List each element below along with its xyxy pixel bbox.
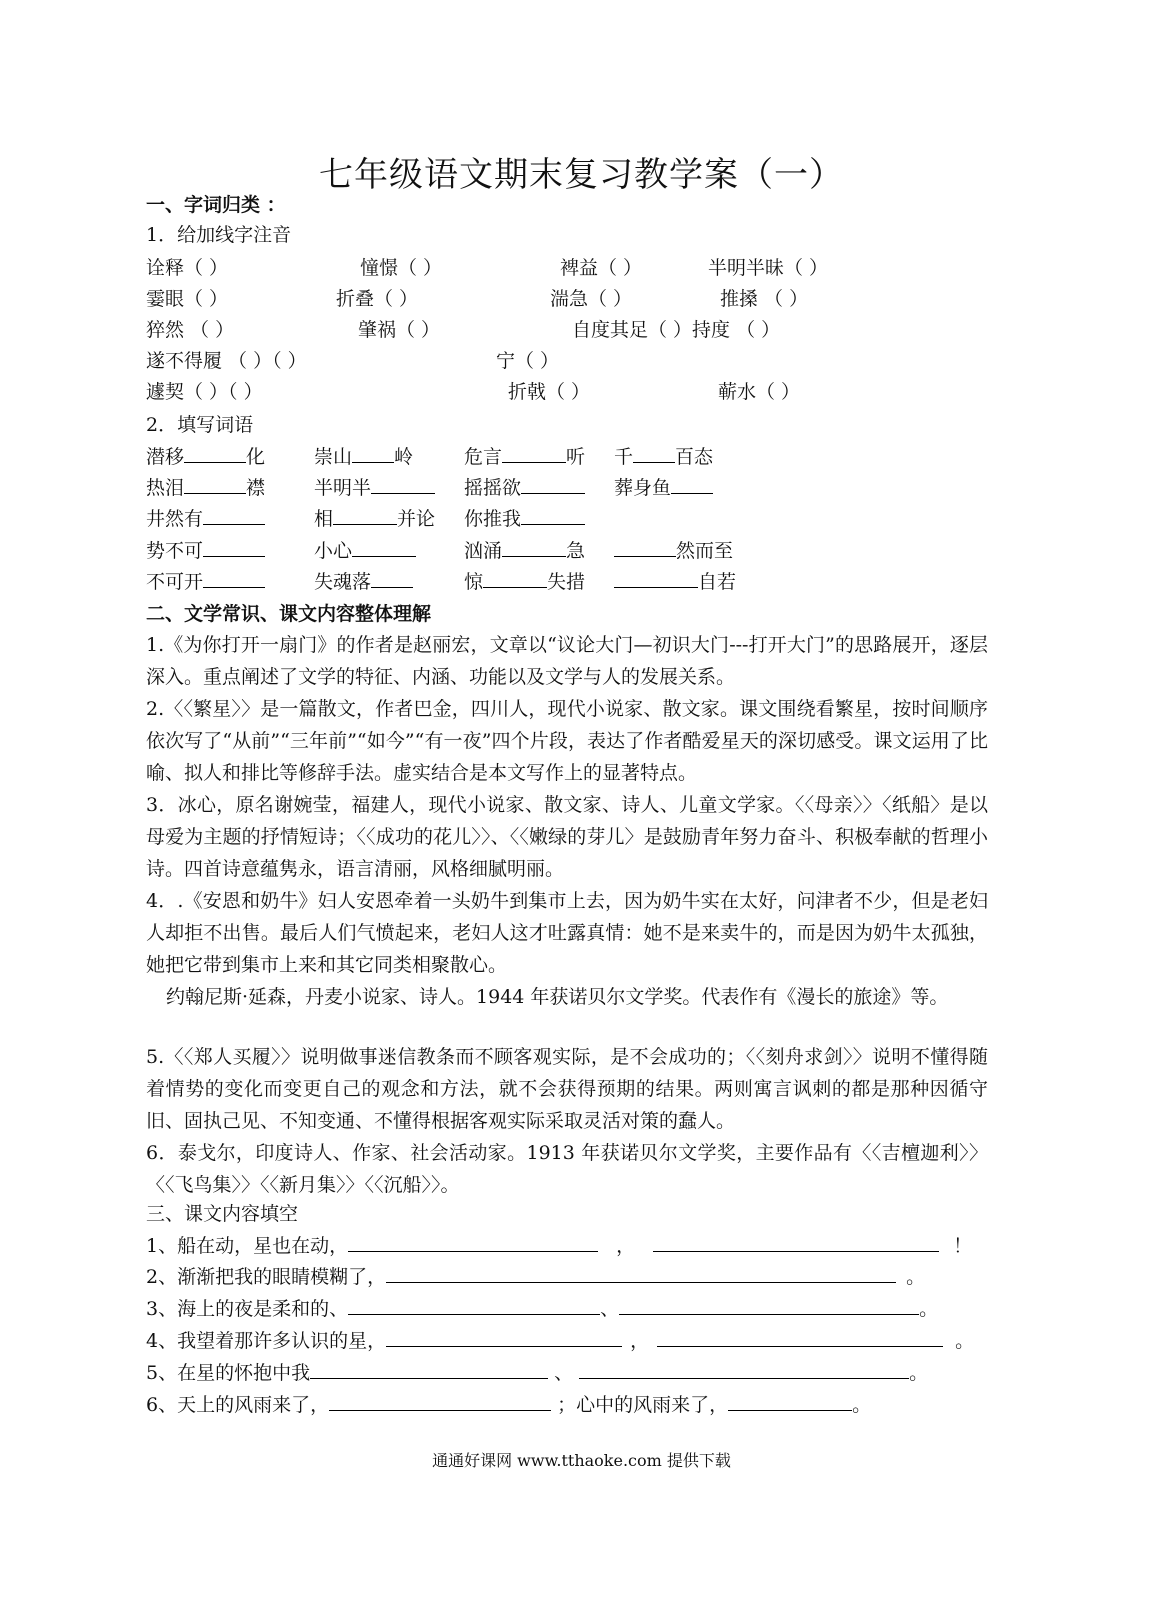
fill-item: 不可开 [146,570,265,594]
knowledge-paragraph-5: 约翰尼斯·延森，丹麦小说家、诗人。1944 年获诺贝尔文学奖。代表作有《漫长的旅途》等。 [166,986,949,1008]
q2-label: 2．填写词语 [146,414,254,436]
fill-item: 摇摇欲 [464,476,585,500]
pinyin-item: 肇祸（ ） [358,319,441,341]
pinyin-item: 裨益（ ） [560,257,643,279]
knowledge-paragraph-7: 6．泰戈尔，印度诗人、作家、社会活动家。1913 年获诺贝尔文学奖，主要作品有〈〈吉檀迦利〉〉〈〈飞鸟集〉〉〈〈新月集〉〉〈〈沉船〉〉。 [146,1142,988,1196]
fill-sentence-4: 4、我望着那许多认识的星， ， 。 [146,1330,975,1352]
fill-item: 千 百态 [614,446,714,468]
pinyin-item: 猝然 （ ） [146,319,235,341]
section2-heading: 二、文学常识、课文内容整体理解 [146,603,432,625]
fill-sentence-5: 5、在星的怀抱中我 、 。 [146,1362,929,1384]
knowledge-paragraph-3: 3．冰心，原名谢婉莹，福建人，现代小说家、散文家、诗人、儿童文学家。〈〈母亲〉〉〈纸船〉是以母爱为主题的抒情短诗；〈〈成功的花儿〉〉、〈〈嫩绿的芽儿〉是鼓励青年努力奋斗、积极奉献的哲理小诗。四首诗意蕴隽永，语言清丽，风格细腻明丽。 [146,794,988,880]
fill-sentence-1: 1、船在动，星也在动， ， ！ [146,1235,973,1257]
fill-item: 相 并论 [314,508,436,530]
fill-item: 汹涌 急 [464,540,586,562]
fill-sentence-2: 2、渐渐把我的眼睛模糊了， 。 [146,1266,926,1288]
pinyin-item: 霎眼（ ） [146,288,229,310]
fill-item: 葬身鱼 [614,476,713,500]
knowledge-paragraph-6: 5.〈〈郑人买履〉〉说明做事迷信教条而不顾客观实际，是不会成功的；〈〈刻舟求剑〉〉说明不懂得随着情势的变化而变更自己的观念和方法，就不会获得预期的结果。两则寓言讽刺的都是那种因循守旧、固执己见、不知变通、不懂得根据客观实际采取灵活对策的蠢人。 [146,1046,988,1132]
q1-label: 1．给加线字注音 [146,224,292,246]
fill-item: 失魂落 [314,570,413,594]
fill-item: 热泪 襟 [146,477,266,499]
knowledge-paragraph-2: 2.〈〈繁星〉〉是一篇散文，作者巴金，四川人，现代小说家、散文家。课文围绕看繁星，按时间顺序依次写了“从前”“三年前”“如今”“有一夜”四个片段，表达了作者酷爱星天的深切感受。课文运用了比喻、拟人和排比等修辞手法。虚实结合是本文写作上的显著特点。 [146,698,988,784]
knowledge-paragraph-1: 1.《为你打开一扇门》的作者是赵丽宏，文章以“议论大门—初识大门---打开大门”的思路展开，逐层深入。重点阐述了文学的特征、内涵、功能以及文学与人的发展关系。 [146,634,988,688]
section1-heading: 一、字词归类 ： [146,194,286,216]
fill-sentence-6: 6、天上的风雨来了， ；心中的风雨来了， 。 [146,1394,872,1416]
fill-item: 崇山 岭 [314,446,414,468]
section3-heading: 三、课文内容填空 [146,1203,299,1225]
pinyin-item: 自度其足（ ）持度 （ ） [572,319,781,341]
fill-item: 自若 [614,570,736,594]
fill-item: 半明半 [314,476,435,500]
pinyin-item: 推搡 （ ） [720,288,809,310]
pinyin-item: 遂不得履 （ ）（ ） [146,350,307,372]
pinyin-item: 折戟（ ） [508,381,591,403]
fill-item: 然而至 [614,539,733,563]
fill-sentence-3: 3、海上的夜是柔和的、 、 。 [146,1298,939,1320]
pinyin-item: 诠释（ ） [146,257,229,279]
pinyin-item: 半明半昧（ ） [708,257,829,279]
fill-item: 小心 [314,539,416,563]
page-title: 七年级语文期末复习教学案（一） [319,155,844,195]
pinyin-item: 遽契（ ）（ ） [146,381,263,403]
fill-item: 井然有 [146,507,265,531]
pinyin-item: 宁（ ） [496,350,560,372]
pinyin-item: 湍急（ ） [550,288,633,310]
pinyin-item: 憧憬（ ） [360,257,443,279]
pinyin-item: 折叠（ ） [336,288,419,310]
fill-item: 潜移 化 [146,446,266,468]
fill-item: 惊 失措 [464,571,586,593]
fill-item: 势不可 [146,539,265,563]
fill-item: 危言 听 [464,446,586,468]
pinyin-item: 蕲水（ ） [718,381,801,403]
knowledge-paragraph-4: 4．.《安恩和奶牛》妇人安恩牵着一头奶牛到集市上去，因为奶牛实在太好，问津者不少，但是老妇人却拒不出售。最后人们气愤起来，老妇人这才吐露真情：她不是来卖牛的，而是因为奶牛太孤独，她把它带到集市上来和其它同类相聚散心。 [146,890,988,976]
footer-credit: 通通好课网 www.tthaoke.com 提供下载 [432,1451,731,1470]
fill-item: 你推我 [464,507,585,531]
